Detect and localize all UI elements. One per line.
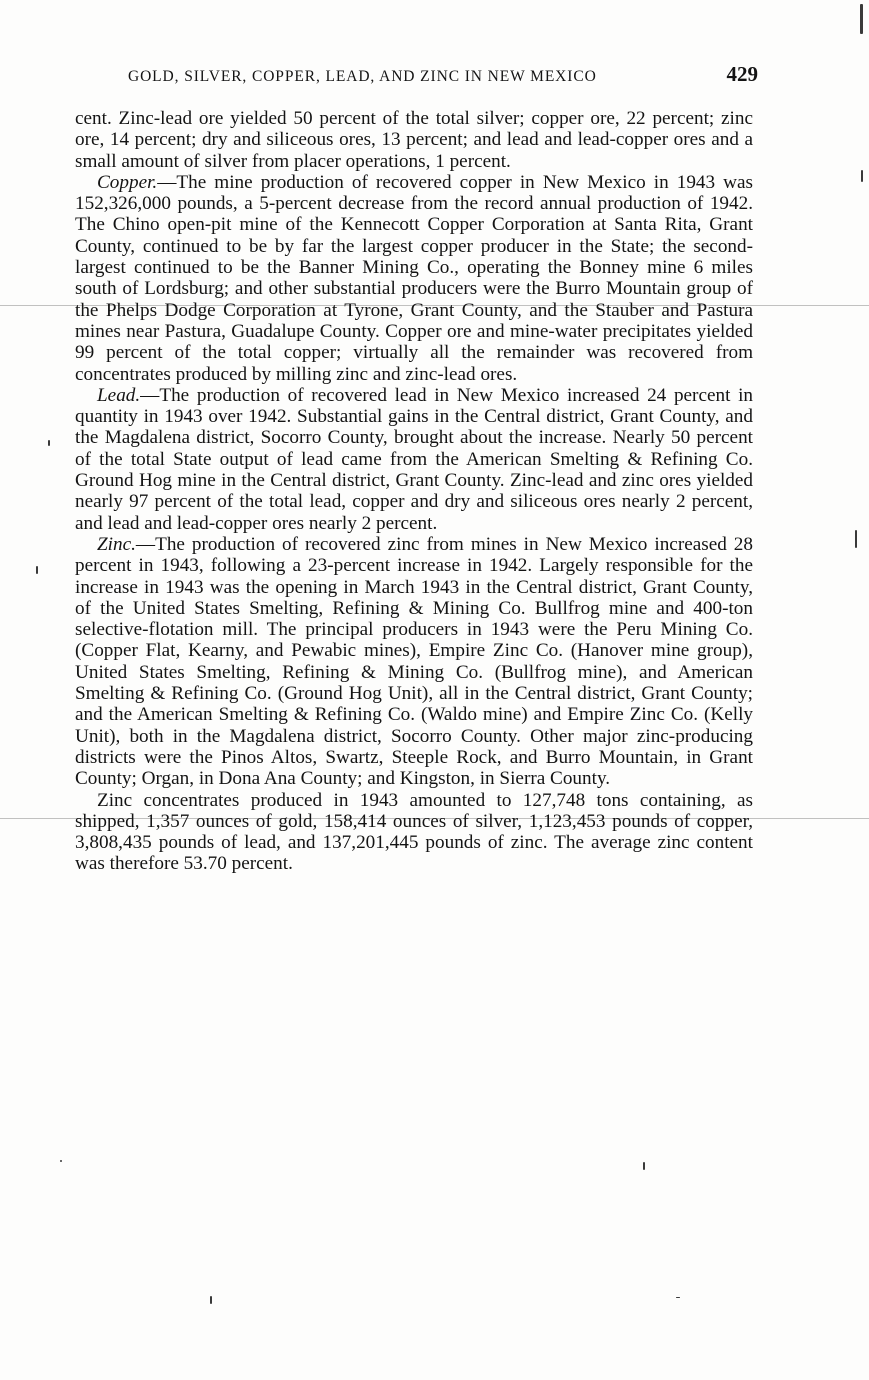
paragraph-silver-continuation [75,108,753,172]
page-number: 429 [726,62,758,86]
paragraph-zinc [75,534,753,790]
paragraph-text: cent. Zinc-lead ore yielded 50 percent of the total silver; copper ore, 22 percent; zinc ore, 14 percent; dry and siliceous ores, 13 percent; and lead and lead-copper ores and a small amount of silver from placer operations, 1 percent. [75,108,753,172]
paragraph-text: —The production of recovered zinc from mines in New Mexico increased 28 percent in 1943, following a 23-percent increase in 1942. Largely responsible for the increase in 1943 was the opening in March 1943 in the Central district, Grant County, of the United States Smelting, Refining & Mining Co. Bullfrog mine and 400-ton selective-flotation mill. The principal producers in 1943 were the Peru Mining Co. (Copper Flat, Kearny, and Pewabic mines), Empire Zinc Co. (Hanover mine group), United States Smelting, Refining & Mining Co. (Bullfrog mine), and American Smelting & Refining Co. (Ground Hog Unit), all in the Central district, Grant County; and the American Smelting & Refining Co. (Waldo mine) and Empire Zinc Co. (Kelly Unit), both in the Magdalena district, Socorro County. Other major zinc-producing districts were the Pinos Altos, Swartz, Steeple Rock, and Burro Mountain, in Grant County; Organ, in Dona Ana County; and Kingston, in Sierra County. [75,533,753,790]
page-header [128,62,758,87]
paragraph-lead [75,385,753,534]
scan-speck [643,1162,645,1170]
paragraph-copper [75,172,753,385]
paragraph-zinc-concentrates [75,790,753,875]
scan-speck [60,1160,62,1162]
section-heading-copper: Copper. [97,171,158,193]
body-text [75,108,753,875]
section-heading-zinc: Zinc. [97,533,136,555]
scan-speck [861,170,863,182]
paragraph-text: —The mine production of recovered copper in New Mexico in 1943 was 152,326,000 pounds, a 5-percent decrease from the record annual production of 1942. The Chino open-pit mine of the Kennecott Copper Corporation at Santa Rita, Grant County, continued to be by far the largest copper producer in the State; the second-largest continued to be the Banner Mining Co., operating the Bonney mine 6 miles south of Lordsburg; and other substantial producers were the Burro Mountain group of the Phelps Dodge Corporation at Tyrone, Grant County, and the Stauber and Pastura mines near Pastura, Guadalupe County. Copper ore and mine-water precipitates yielded 99 percent of the total copper; virtually all the remainder was recovered from concentrates produced by milling zinc and zinc-lead ores. [75,171,753,385]
scan-speck [855,530,857,548]
scan-speck [210,1296,212,1304]
scan-speck [860,4,863,34]
section-heading-lead: Lead. [97,384,141,406]
scan-speck [36,566,38,574]
paragraph-text: —The production of recovered lead in New Mexico increased 24 percent in quantity in 1943 over 1942. Substantial gains in the Central district, Grant County, and the Magdalena district, Socorro County, brought about the increase. Nearly 50 percent of the total State output of lead came from the American Smelting & Refining Co. Ground Hog mine in the Central district, Grant County. Zinc-lead and zinc ores yielded nearly 97 percent of the total lead, copper and dry and siliceous ores nearly 2 percent, and lead and lead-copper ores nearly 2 percent. [75,384,753,534]
scan-speck [676,1297,680,1298]
scan-speck [48,440,50,446]
running-head: GOLD, SILVER, COPPER, LEAD, AND ZINC IN NEW MEXICO [128,68,597,85]
paragraph-text: Zinc concentrates produced in 1943 amounted to 127,748 tons containing, as shipped, 1,357 ounces of gold, 158,414 ounces of silver, 1,123,453 pounds of copper, 3,808,435 pounds of lead, and 137,201,445 pounds of zinc. The average zinc content was therefore 53.70 percent. [75,789,753,875]
